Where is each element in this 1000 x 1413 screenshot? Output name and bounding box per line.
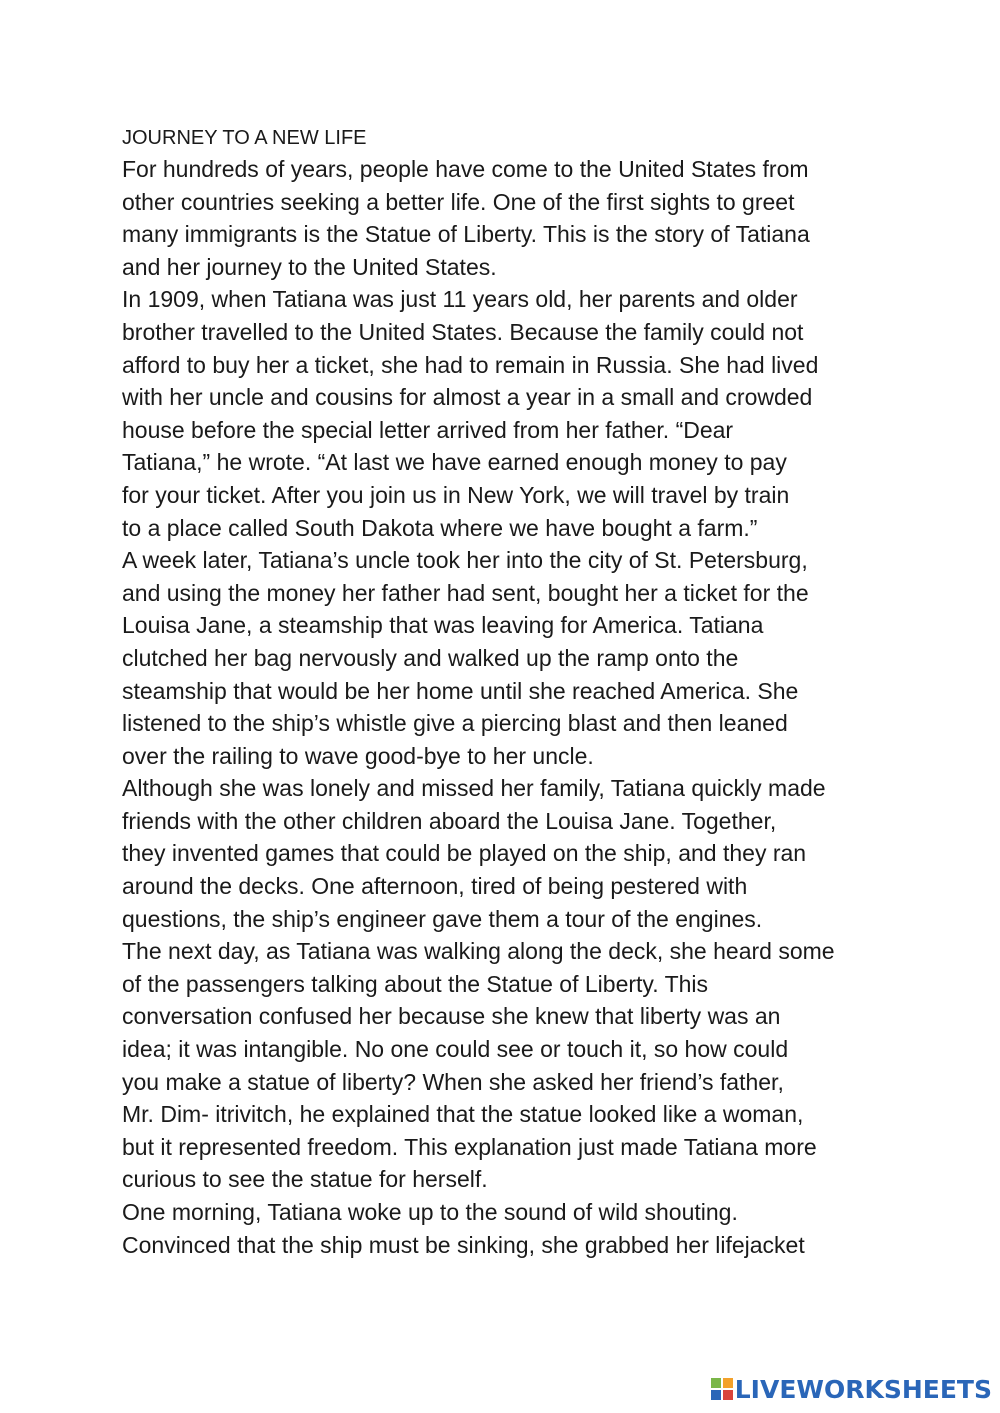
text-line: they invented games that could be played on the ship, and they ran (122, 840, 807, 867)
text-line: you make a statue of liberty? When she asked her friend’s father, (122, 1068, 784, 1095)
text-line: One morning, Tatiana woke up to the sound of wild shouting. (122, 1199, 738, 1225)
text-line: Convinced that the ship must be sinking, she grabbed her lifejacket (122, 1231, 805, 1258)
text-line: Tatiana,” he wrote. “At last we have earned enough money to pay (122, 449, 787, 476)
text-line: For hundreds of years, people have come to the United States from (122, 156, 809, 182)
text-line: curious to see the statue for herself. (122, 1166, 488, 1193)
text-line: for your ticket. After you join us in New York, we will travel by train (122, 481, 790, 508)
text-line: conversation confused her because she knew that liberty was an (122, 1003, 781, 1030)
text-line: friends with the other children aboard the Louisa Jane. Together, (122, 807, 777, 834)
text-line: Although she was lonely and missed her family, Tatiana quickly made (122, 775, 826, 802)
liveworksheets-brand[interactable] (711, 1374, 992, 1404)
text-line: other countries seeking a better life. One of the first sights to greet (122, 188, 795, 215)
text-line: In 1909, when Tatiana was just 11 years old, her parents and older (122, 286, 798, 313)
text-line: idea; it was intangible. No one could see or touch it, so how could (122, 1036, 789, 1063)
text-line: and using the money her father had sent, bought her a ticket for the (122, 579, 809, 606)
document-title: JOURNEY TO A NEW LIFE (122, 127, 367, 149)
text-line: listened to the ship’s whistle give a piercing blast and then leaned (122, 710, 788, 737)
text-line: around the decks. One afternoon, tired of being pestered with (122, 873, 748, 900)
text-line: and her journey to the United States. (122, 253, 497, 280)
liveworksheets-logo-icon (711, 1378, 733, 1400)
text-line: but it represented freedom. This explanation just made Tatiana more (122, 1133, 817, 1160)
text-line: questions, the ship’s engineer gave them a tour of the engines. (122, 905, 763, 932)
text-line: brother travelled to the United States. Because the family could not (122, 318, 804, 345)
text-line: house before the special letter arrived from her father. “Dear (122, 416, 734, 443)
text-line: afford to buy her a ticket, she had to remain in Russia. She had lived (122, 351, 819, 378)
text-line: Louisa Jane, a steamship that was leaving for America. Tatiana (122, 612, 764, 639)
text-line: with her uncle and cousins for almost a year in a small and crowded (122, 384, 813, 411)
liveworksheets-logo-text: LIVEWORKSHEETS (734, 1374, 992, 1404)
text-line: A week later, Tatiana’s uncle took her into the city of St. Petersburg, (122, 547, 808, 574)
text-line: many immigrants is the Statue of Liberty. This is the story of Tatiana (122, 221, 810, 248)
document-body (122, 123, 912, 1261)
text-line: to a place called South Dakota where we have bought a farm.” (122, 514, 758, 541)
text-line: Mr. Dim- itrivitch, he explained that the statue looked like a woman, (122, 1101, 804, 1128)
text-line: clutched her bag nervously and walked up the ramp onto the (122, 644, 739, 671)
text-line: The next day, as Tatiana was walking along the deck, she heard some (122, 938, 835, 965)
document-text (122, 153, 912, 1261)
text-line: of the passengers talking about the Statue of Liberty. This (122, 970, 709, 997)
text-line: over the railing to wave good-bye to her uncle. (122, 742, 594, 769)
text-line: steamship that would be her home until she reached America. She (122, 677, 799, 704)
